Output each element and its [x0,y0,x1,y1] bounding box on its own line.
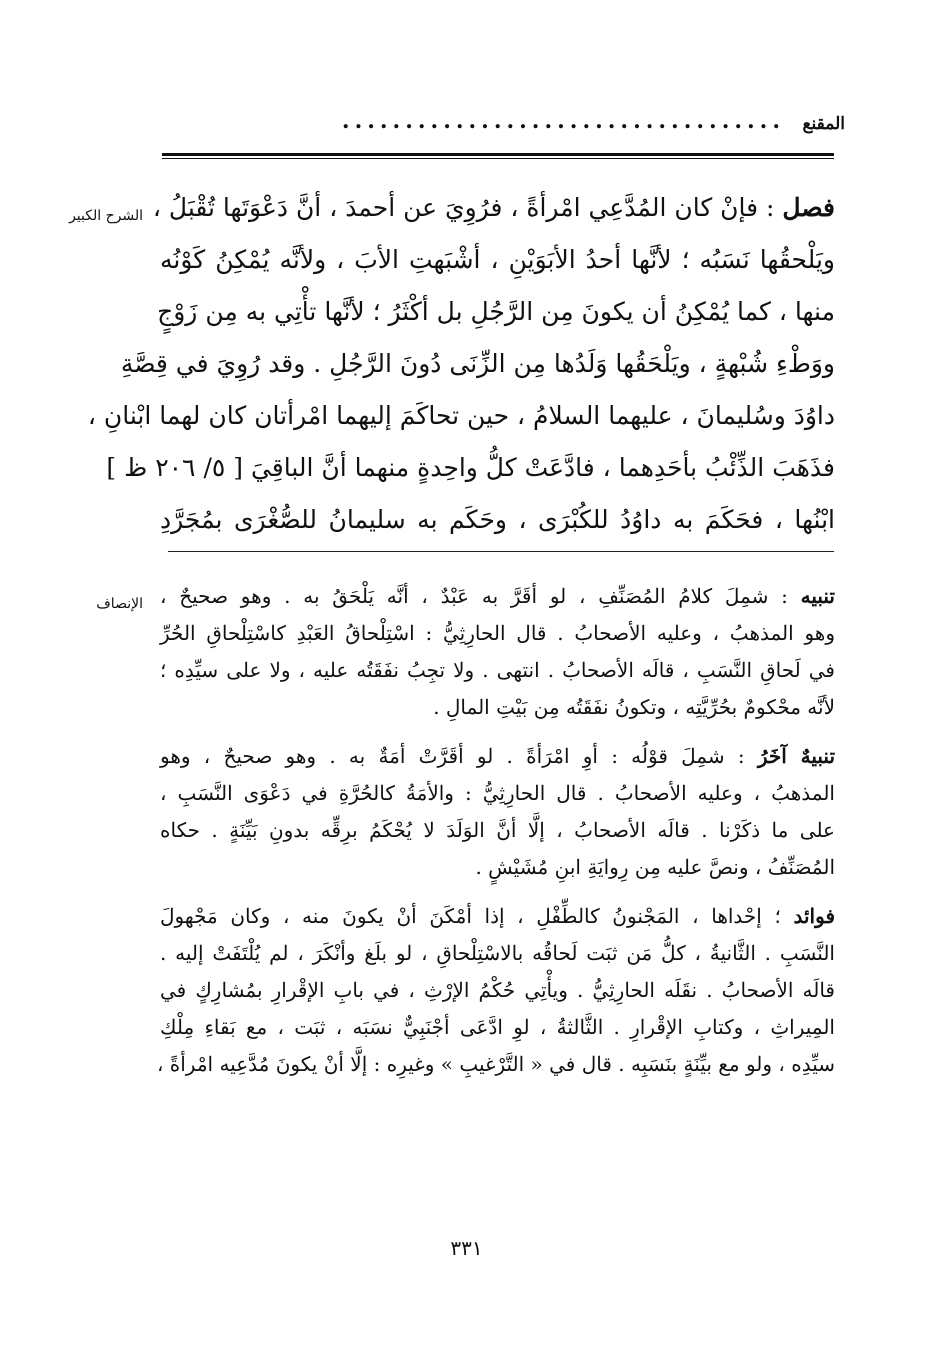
text-line: وهو المذهبُ ، وعليه الأصحابُ . قال الحارِثِيُّ : اسْتِلْحاقُ العَبْدِ كاسْتِلْحاقِ الحُرِّ [160,621,835,645]
text-line: منها ، كما يُمْكِنُ أن يكونَ مِن الرَّجُلِ بل أكْثَرُ ؛ لأنَّها تأْتِي به مِن زَوْجٍ [157,297,835,326]
paragraph-gap [160,726,835,738]
paragraph-lead: تنبيه [800,584,835,608]
text-line: ويَلْحقُها نَسَبُه ؛ لأنَّها أحدُ الأبَوَيْنِ ، أشْبَهتِ الأبَ ، ولأنَّه يُمْكِنُ كَوْنُه [160,245,835,274]
section-divider [168,551,834,552]
text-line: لأنَّه محْكومٌ بحُرِّيَّتِه ، وتكونُ نفَقَتُه مِن بَيْتِ المالِ . [433,695,835,719]
text-line: النَّسَبِ . الثَّانيةُ ، كلُّ مَن ثبَت لَحاقُه بالاسْتِلْحاقِ ، لو بلَغ وأنْكَرَ ، لم يُلْتَفَتْ إليه . [160,941,835,965]
running-head [160,108,845,144]
text-line: المُصَنِّفُ ، ونصَّ عليه مِن رِوايَةِ ابنِ مُشَيْشٍ . [475,855,835,879]
header-rule [162,153,834,159]
text-line: فصل : فإنْ كان المُدَّعِي امْرأةً ، فرُوِيَ عن أحمدَ ، أنَّ دَعْوَتَها تُقْبَلُ ، [152,193,835,222]
text-line: فوائد ؛ إحْداها ، المَجْنونُ كالطِّفْلِ ، إذا أمْكَنَ أنْ يكونَ منه ، وكان مَجْهولَ [160,904,835,928]
text-line: ابْنُها ، فحَكَمَ به داوُدُ للكُبْرَى ، وحَكَم به سليمانُ للصُّغْرَى بمُجَرَّدِ [160,505,835,534]
page-number: ٣٣١ [450,1236,483,1260]
text-line: المذهبُ ، وعليه الأصحابُ . قال الحارِثِيُّ : والأمَةُ كالحُرَّةِ في دَعْوَى النَّسَبِ ، [160,781,835,805]
paragraph-lead: فوائد [793,904,835,928]
text-line: ووَطْءِ شُبْهةٍ ، ويَلْحَقُها وَلَدُها مِن الزِّنَى دُونَ الرَّجُلِ . وقد رُوِيَ في قِصَّةِ [120,349,835,378]
text-line: فذَهَبَ الذِّئْبُ بأحَدِهما ، فادَّعَتْ كلُّ واحِدةٍ منهما أنَّ الباقِيَ [ ٥/ ٢٠٦ ظ ] [106,453,835,482]
text-line: على ما ذكَرْنا . قالَه الأصحابُ ، إلَّا أنَّ الوَلَدَ لا يُحْكَمُ برِقِّه بدونِ بَيِّنَةٍ . حكاه [160,818,835,842]
section-lead: فصل [782,193,835,222]
paragraph-gap [160,886,835,898]
text-line: في لَحاقِ النَّسَبِ ، قالَه الأصحابُ . انتهى . ولا تجِبُ نفَقَتُه عليه ، ولا على سيِّدِه ؛ [160,658,835,682]
text-line: داوُدَ وسُليمانَ ، عليهما السلامُ ، حين تحاكَمَ إليهما امْرأتان كان لهما ابْنانِ ، [87,401,835,430]
margin-label-sharh: الشرح الكبير [69,208,143,224]
header-dot-leader: ................................... [341,108,785,134]
text-line: تنبيه : شمِلَ كلامُ المُصَنِّفِ ، لو أقَرَّ به عَبْدٌ ، أنَّه يَلْحَقُ به . وهو صحيحٌ ، [160,584,835,608]
paragraph-lead: تنبيهٌ آخَرُ [757,744,836,768]
insaf-section [156,578,836,1083]
text-line: تنبيهٌ آخَرُ : شمِلَ قوْلُه : أوِ امْرَأةً . لو أقَرَّتْ أمَةٌ به . وهو صحيحٌ ، وهو [160,744,836,768]
margin-label-insaf: الإنصاف [96,596,143,612]
text-line: سيِّدِه ، ولو مع بيِّنَةٍ بنَسَبِه . قال في « التَّرْغيبِ » وغيرِه : إلَّا أنْ يكونَ مُدَّعِيه امْرأةً ، [156,1052,835,1076]
text-line: المِيراثِ ، وكتابِ الإقْرارِ . الثَّالثةُ ، لوِ ادَّعَى أجْنَبِيٌّ نسَبَه ، ثبَت ، مع بَقاءِ مِلْكِ [160,1015,835,1039]
book-title: المقنع [802,114,845,134]
text-line: قالَه الأصحابُ . نقَلَه الحارِثِيُّ . ويأْتِي حُكْمُ الإرْثِ ، في بابِ الإقْرارِ بمُشارِكٍ في [160,978,835,1002]
